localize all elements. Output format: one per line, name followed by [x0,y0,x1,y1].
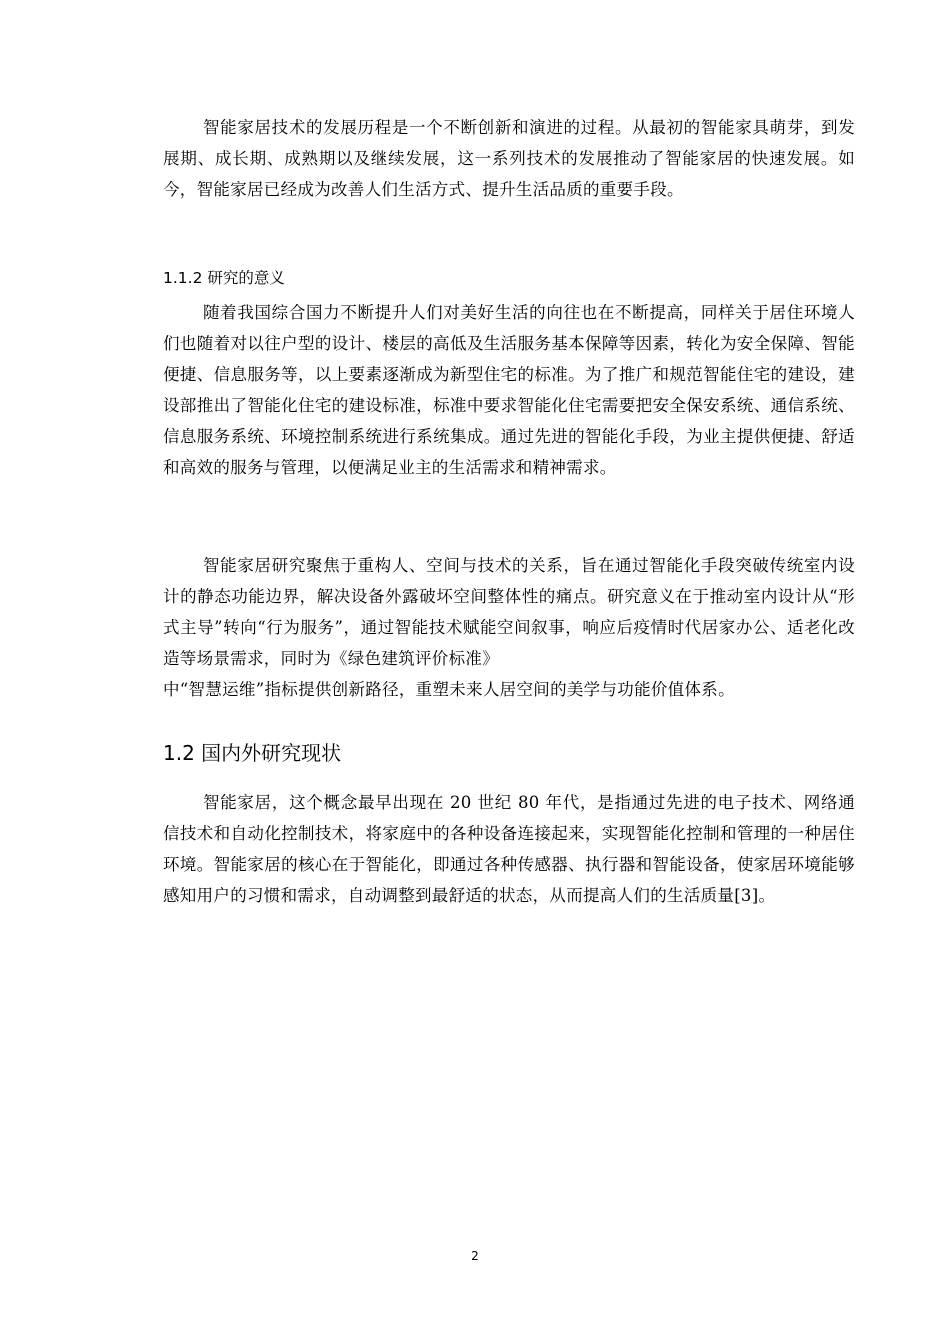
paragraph-text: 智能家居，这个概念最早出现在 20 世纪 80 年代，是指通过先进的电子技术、网络通信技术和自动化控制技术，将家庭中的各种设备连接起来，实现智能化控制和管理的一种居住环境。智能家居的核心在于智能化，即通过各种传感器、执行器和智能设备，使家居环境能够感知用户的习惯和需求，自动调整到最舒适的状态，从而提高人们的生活质量[3]。 [163,793,855,905]
heading-1-2: 1.2 国内外研究现状 [163,741,342,765]
paragraph-text-continuation: 中“智慧运维”指标提供创新路径，重塑未来人居空间的美学与功能价值体系。 [163,680,735,699]
paragraph-text: 随着我国综合国力不断提升人们对美好生活的向往也在不断提高，同样关于居住环境人们也随着对以往户型的设计、楼层的高低及生活服务基本保障等因素，转化为安全保障、智能便捷、信息服务等，以上要素逐渐成为新型住宅的标准。为了推广和规范智能住宅的建设，建设部推出了智能化住宅的建设标准，标准中要求智能化住宅需要把安全保安系统、通信系统、信息服务系统、环境控制系统进行系统集成。通过先进的智能化手段，为业主提供便捷、舒适和高效的服务与管理，以便满足业主的生活需求和精神需求。 [163,303,855,477]
paragraph-text: 智能家居技术的发展历程是一个不断创新和演进的过程。从最初的智能家具萌芽，到发展期、成长期、成熟期以及继续发展，这一系列技术的发展推动了智能家居的快速发展。如今，智能家居已经成为改善人们生活方式、提升生活品质的重要手段。 [163,118,855,199]
page-number: 2 [471,1249,479,1263]
paragraph-research-significance [163,297,855,483]
paragraph-smart-home-concept [163,787,855,911]
heading-1-1-2: 1.1.2 研究的意义 [163,269,285,287]
paragraph-development-history [163,112,855,205]
paragraph-research-focus [163,550,855,705]
paragraph-text: 智能家居研究聚焦于重构人、空间与技术的关系，旨在通过智能化手段突破传统室内设计的静态功能边界，解决设备外露破坏空间整体性的痛点。研究意义在于推动室内设计从“形式主导”转向“行为服务”，通过智能技术赋能空间叙事，响应后疫情时代居家办公、适老化改造等场景需求，同时为《绿色建筑评价标准》 [163,556,855,668]
